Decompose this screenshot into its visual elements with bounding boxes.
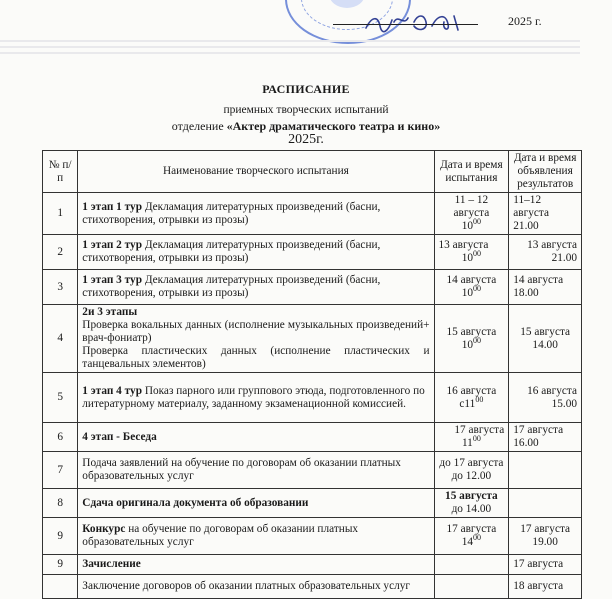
row-result-date: 15 августа — [520, 325, 571, 338]
row-date — [434, 423, 509, 452]
department-name: «Актер драматического театра и кино» — [226, 119, 441, 133]
row-name: Подача заявлений на обучение по договорам об оказании платных образовательных услуг — [78, 452, 434, 489]
date-line — [333, 14, 478, 29]
row-num: 9 — [43, 555, 78, 575]
row-result-date: 16 августа — [527, 384, 577, 397]
header-date: Дата и время испытания — [434, 151, 509, 193]
row-name: Зачисление — [78, 555, 434, 575]
row-name: 4 этап - Беседа — [78, 423, 434, 452]
row-name: Заключение договоров об оказании платных образовательных услуг — [78, 575, 434, 599]
row-result-time: 14.00 — [532, 338, 558, 351]
row-time: до 12.00 — [451, 470, 492, 482]
row-time-sup: 00 — [475, 394, 484, 404]
row-result-date: 13 августа — [527, 239, 577, 251]
row-date — [434, 235, 509, 270]
row-time: 14 — [461, 536, 474, 548]
row-time: с11 — [459, 397, 476, 410]
row-date — [434, 555, 509, 575]
row-result-time: 16.00 — [513, 437, 539, 449]
header-result: Дата и время объявления результатов — [509, 151, 582, 193]
table-row — [43, 235, 582, 270]
row-time: 10 — [461, 338, 474, 351]
row-date-day: 11 – 12 августа — [453, 194, 490, 219]
document-year: 2025г. — [288, 132, 324, 147]
bleed-line — [0, 46, 580, 48]
row-result-time: 19.00 — [532, 536, 558, 548]
row-date — [434, 373, 509, 423]
row-text-vocal: Проверка вокальных данных (исполнение музыкальных произведений+ врач-фониатр) — [82, 319, 430, 344]
row-time: 10 — [461, 252, 474, 264]
row-time: до 14.00 — [451, 503, 492, 515]
row-time: 10 — [461, 220, 474, 232]
row-name — [78, 193, 434, 235]
table-row — [43, 555, 582, 575]
table-row — [43, 193, 582, 235]
row-result: 17 августа — [509, 555, 582, 575]
row-time-sup: 00 — [473, 249, 482, 259]
row-date-day: 13 августа — [438, 239, 489, 251]
document-title: РАСПИСАНИЕ — [262, 82, 350, 96]
table-row — [43, 305, 582, 373]
date-year: 2025 г. — [508, 14, 542, 28]
row-result: 18 августа — [509, 575, 582, 599]
schedule-table — [42, 150, 582, 599]
row-time-sup: 00 — [473, 284, 482, 294]
row-text: Декламация литературных произведений (басни, стихотворения, отрывки из прозы) — [82, 239, 381, 264]
row-stage: 1 этап 2 тур — [82, 239, 142, 251]
row-time-sup: 00 — [472, 434, 481, 444]
row-date — [434, 575, 509, 599]
row-num: 9 — [43, 518, 78, 555]
row-num: 7 — [43, 452, 78, 489]
row-result — [509, 305, 582, 373]
row-time-sup: 00 — [473, 217, 482, 227]
row-result — [509, 235, 582, 270]
row-num: 4 — [43, 305, 78, 373]
row-num: 8 — [43, 489, 78, 518]
row-num: 6 — [43, 423, 78, 452]
row-result-time: 18.00 — [513, 287, 539, 299]
row-time-sup: 00 — [473, 335, 482, 345]
row-date-day: 15 августа — [445, 490, 498, 502]
row-stage: 1 этап 1 тур — [82, 200, 142, 213]
row-date — [434, 270, 509, 305]
row-result — [509, 452, 582, 489]
row-text: Декламация литературных произведений (басни, стихотворения, отрывки из прозы) — [82, 200, 381, 226]
table-row — [43, 270, 582, 305]
row-date-day: до 17 августа — [439, 457, 504, 469]
row-num — [43, 575, 78, 599]
row-result: 11–12 августа 21.00 — [509, 193, 582, 235]
row-stage: 1 этап 3 тур — [82, 274, 142, 286]
row-date-day: 15 августа — [446, 325, 497, 338]
row-name — [78, 518, 434, 555]
row-date — [434, 489, 509, 518]
row-result — [509, 373, 582, 423]
row-date-day: 16 августа — [446, 384, 497, 397]
row-date-day: 14 августа — [446, 274, 497, 286]
row-text: Декламация литературных произведений (басни, стихотворения, отрывки из прозы) — [82, 274, 381, 299]
row-num: 3 — [43, 270, 78, 305]
bleed-through-lines — [0, 36, 580, 76]
row-date — [434, 193, 509, 235]
row-time: 11 — [461, 437, 473, 449]
row-stage: Конкурс — [82, 523, 126, 535]
department-prefix: отделение — [171, 119, 224, 133]
row-date — [434, 452, 509, 489]
header-num: № п/п — [43, 151, 78, 193]
table-header-row — [43, 151, 582, 193]
row-stage: 1 этап 4 тур — [82, 384, 142, 397]
row-num: 1 — [43, 193, 78, 235]
row-time-sup: 00 — [473, 533, 482, 543]
row-date-day: 17 августа — [446, 523, 497, 535]
row-date — [434, 518, 509, 555]
row-result-time: 21.00 — [551, 252, 577, 264]
row-date — [434, 305, 509, 373]
row-name: Сдача оригинала документа об образовании — [78, 489, 434, 518]
row-result-date: 17 августа — [520, 523, 571, 535]
row-name — [78, 305, 434, 373]
row-stage: 2и 3 этапы — [82, 306, 138, 318]
row-text: Показ парного или группового этюда, подготовленного по литературному материалу, заданному экзаменационной комиссией. — [82, 384, 425, 410]
row-time: 10 — [461, 287, 474, 299]
row-name — [78, 373, 434, 423]
table-row — [43, 423, 582, 452]
row-result — [509, 423, 582, 452]
table-row — [43, 575, 582, 599]
table-row — [43, 373, 582, 423]
table-row — [43, 518, 582, 555]
row-result — [509, 489, 582, 518]
row-num: 2 — [43, 235, 78, 270]
row-result-date: 17 августа — [513, 424, 564, 436]
row-result-date: 14 августа — [513, 274, 564, 286]
document-subtitle: приемных творческих испытаний — [223, 104, 389, 116]
row-text: на обучение по договорам об оказании платных образовательных услуг — [82, 523, 359, 548]
row-text-plastic: Проверка пластических данных (исполнение пластических и танцевальных элементов) — [82, 345, 430, 370]
table-row — [43, 489, 582, 518]
row-num: 5 — [43, 373, 78, 423]
row-name — [78, 235, 434, 270]
date-underline — [333, 14, 478, 25]
row-result — [509, 518, 582, 555]
header-name: Наименование творческого испытания — [78, 151, 434, 193]
row-date-day: 17 августа — [454, 424, 505, 436]
row-name — [78, 270, 434, 305]
table-row — [43, 452, 582, 489]
row-result-time: 15.00 — [551, 397, 577, 410]
bleed-line — [0, 40, 580, 42]
bleed-line — [0, 52, 580, 54]
row-result — [509, 270, 582, 305]
